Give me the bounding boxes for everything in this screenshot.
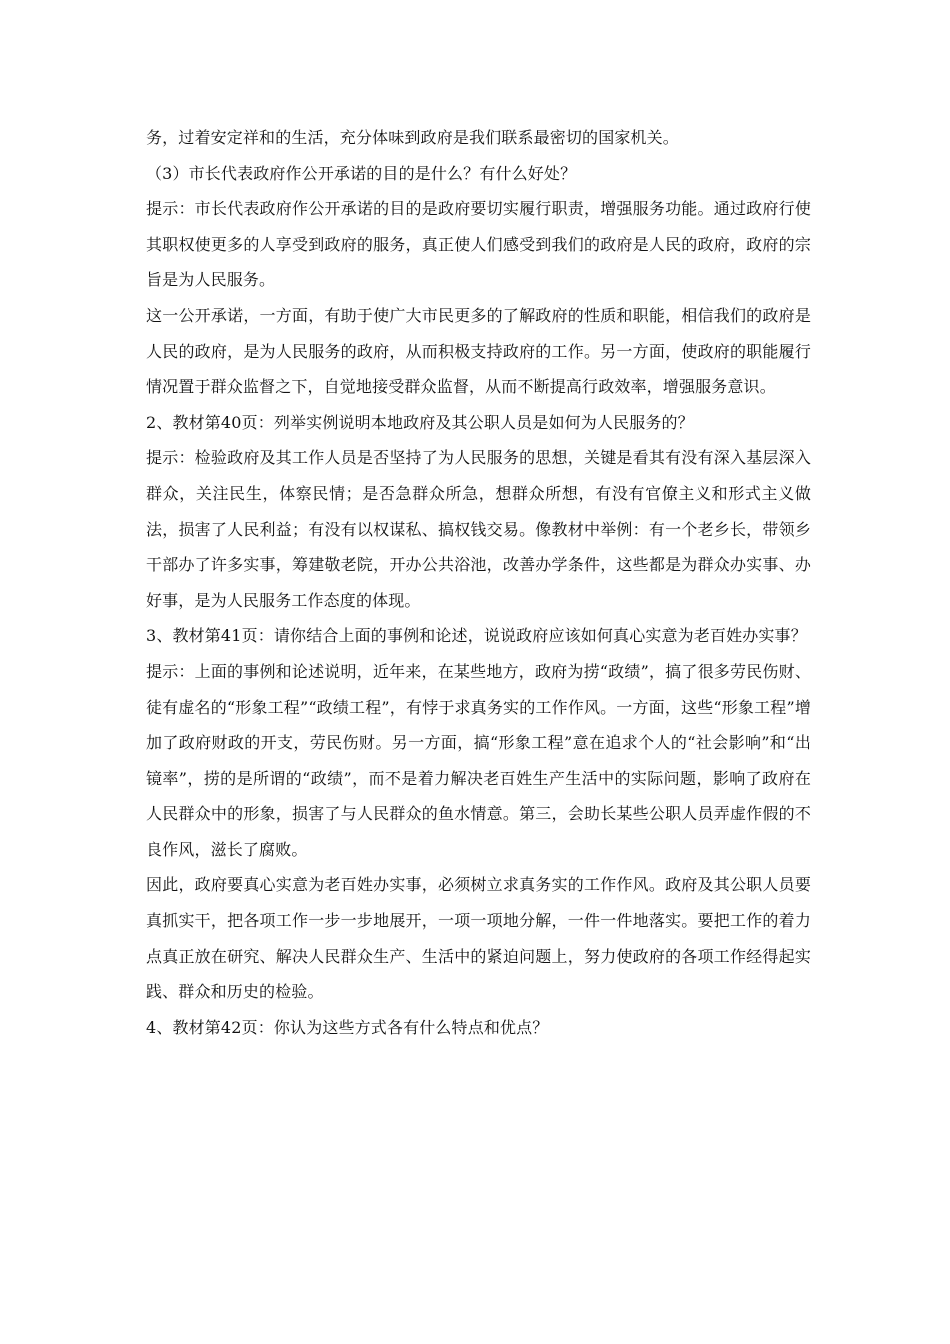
question-3-hint: 提示：市长代表政府作公开承诺的目的是政府要切实履行职责，增强服务功能。通过政府行使其职权使更多的人享受到政府的服务，真正使人们感受到我们的政府是人民的政府，政府的宗旨是为人民服务。 xyxy=(146,199,811,290)
item-3-hint: 提示：上面的事例和论述说明，近年来，在某些地方，政府为捞“政绩”，搞了很多劳民伤财、徒有虚名的“形象工程”“政绩工程”，有悖于求真务实的工作作风。一方面，这些“形象工程”增加了政府财政的开支，劳民伤财。另一方面，搞“形象工程”意在追求个人的“社会影响”和“出镜率”，捞的是所谓的“政绩”，而不是着力解决老百姓生产生活中的实际问题，影响了政府在人民群众中的形象，损害了与人民群众的鱼水情意。第三，会助长某些公职人员弄虚作假的不良作风，滋长了腐败。 xyxy=(146,661,811,859)
item-4-question: 4、教材第42页：你认为这些方式各有什么特点和优点？ xyxy=(146,1017,549,1037)
paragraph-continuation: 务，过着安定祥和的生活，充分体味到政府是我们联系最密切的国家机关。 xyxy=(146,128,679,147)
item-3-question: 3、教材第41页：请你结合上面的事例和论述，说说政府应该如何真心实意为老百姓办实事？ xyxy=(146,626,807,646)
question-3-heading: （3）市长代表政府作公开承诺的目的是什么？有什么好处？ xyxy=(146,163,577,183)
document-body xyxy=(146,120,811,1045)
item-2-hint: 提示：检验政府及其工作人员是否坚持了为人民服务的思想，关键是看其有没有深入基层深入群众，关注民生，体察民情；是否急群众所急，想群众所想，有没有官僚主义和形式主义做法，损害了人民利益；有没有以权谋私、搞权钱交易。像教材中举例：有一个老乡长，带领乡干部办了许多实事，筹建敬老院，开办公共浴池，改善办学条件，这些都是为群众办实事、办好事，是为人民服务工作态度的体现。 xyxy=(146,448,811,610)
question-3-explanation: 这一公开承诺，一方面，有助于使广大市民更多的了解政府的性质和职能，相信我们的政府是人民的政府，是为人民服务的政府，从而积极支持政府的工作。另一方面，使政府的职能履行情况置于群众监督之下，自觉地接受群众监督，从而不断提高行政效率，增强服务意识。 xyxy=(146,305,811,397)
item-2-question: 2、教材第40页：列举实例说明本地政府及其公职人员是如何为人民服务的？ xyxy=(146,412,694,432)
item-3-conclusion: 因此，政府要真心实意为老百姓办实事，必须树立求真务实的工作作风。政府及其公职人员要真抓实干，把各项工作一步一步地展开，一项一项地分解，一件一件地落实。要把工作的着力点真正放在研究、解决人民群众生产、生活中的紧迫问题上，努力使政府的各项工作经得起实践、群众和历史的检验。 xyxy=(146,875,811,1002)
